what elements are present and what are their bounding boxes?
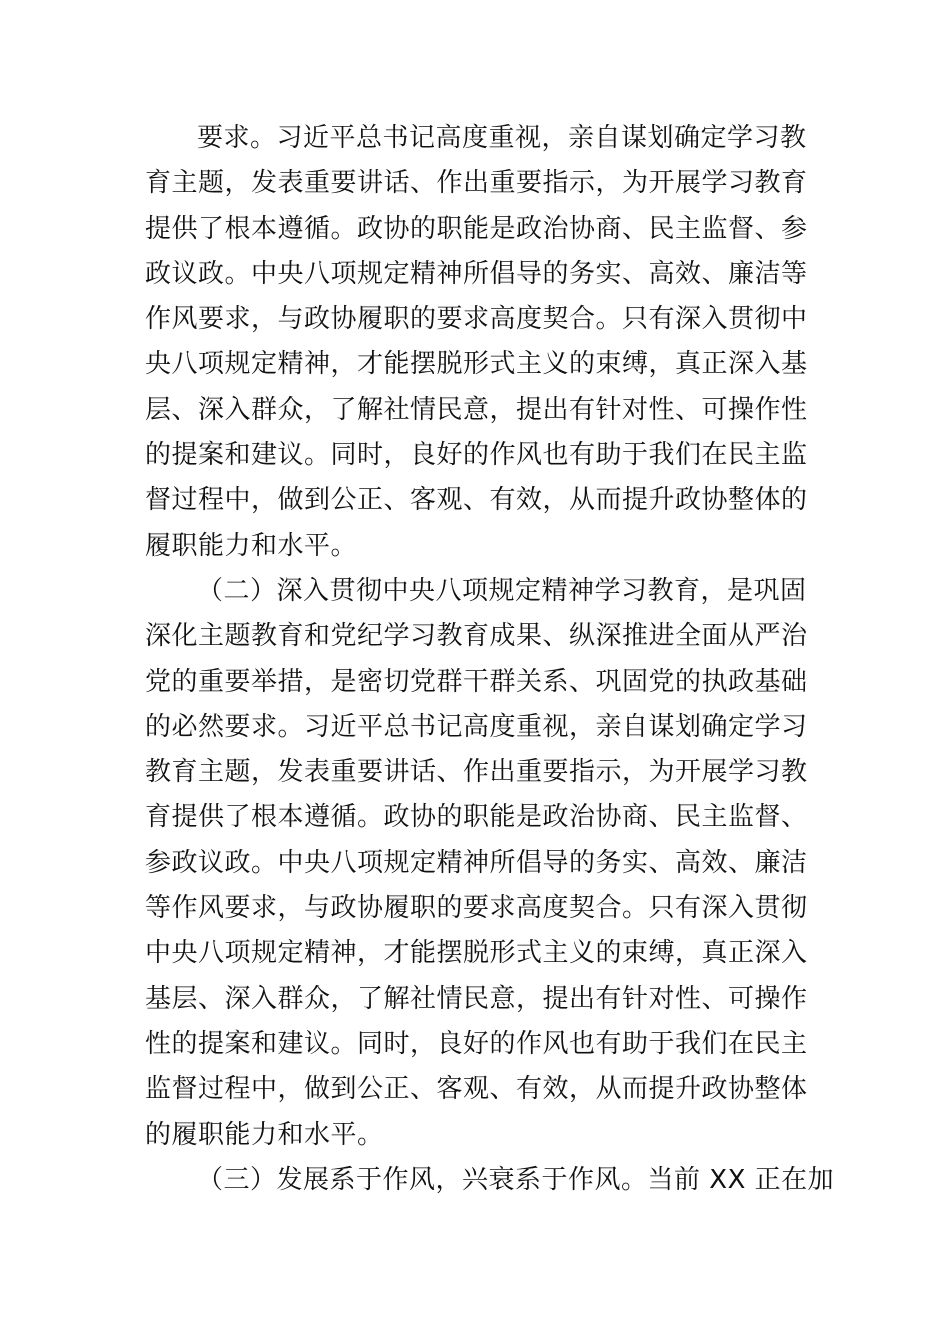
text-line: 的履职能力和水平。: [145, 1119, 384, 1150]
text-line: 要求。习近平总书记高度重视，亲自谋划确定学习教: [197, 123, 807, 153]
text-line: 的必然要求。习近平总书记高度重视，亲自谋划确定学习: [145, 711, 808, 742]
text-line: （二）深入贯彻中央八项规定精神学习教育，是巩固: [197, 575, 807, 606]
text-line: 央八项规定精神，才能摆脱形式主义的束缚，真正深入基: [145, 349, 808, 380]
text-line: （三）发展系于作风，兴衰系于作风。当前 XX 正在加: [197, 1164, 835, 1195]
text-line: 基层、深入群众，了解社情民意，提出有针对性、可操作: [145, 983, 808, 1014]
text-line: 等作风要求，与政协履职的要求高度契合。只有深入贯彻: [145, 893, 808, 924]
document-body: [145, 116, 835, 1203]
text-line: 深化主题教育和党纪学习教育成果、纵深推进全面从严治: [145, 621, 808, 652]
text-line: 育主题，发表重要讲话、作出重要指示，为开展学习教育: [145, 168, 808, 199]
text-line: 层、深入群众，了解社情民意，提出有针对性、可操作性: [145, 394, 808, 425]
text-line: 育提供了根本遵循。政协的职能是政治协商、民主监督、: [145, 802, 808, 833]
text-line: 督过程中，做到公正、客观、有效，从而提升政协整体的: [145, 485, 808, 516]
text-line: 中央八项规定精神，才能摆脱形式主义的束缚，真正深入: [145, 938, 808, 969]
text-line: 作风要求，与政协履职的要求高度契合。只有深入贯彻中: [145, 304, 808, 335]
paragraph-2: [145, 569, 810, 1158]
text-line: 党的重要举措，是密切党群干群关系、巩固党的执政基础: [145, 666, 808, 697]
text-line: 教育主题，发表重要讲话、作出重要指示，为开展学习教: [145, 757, 808, 788]
paragraph-3: [145, 1158, 835, 1203]
text-line: 的提案和建议。同时，良好的作风也有助于我们在民主监: [145, 440, 808, 471]
text-line: 政议政。中央八项规定精神所倡导的务实、高效、廉洁等: [145, 258, 808, 289]
text-line: 参政议政。中央八项规定精神所倡导的务实、高效、廉洁: [145, 847, 808, 878]
text-line: 性的提案和建议。同时，良好的作风也有助于我们在民主: [145, 1028, 808, 1059]
text-line: 提供了根本遵循。政协的职能是政治协商、民主监督、参: [145, 213, 808, 244]
paragraph-1: [145, 116, 810, 569]
text-line: 监督过程中，做到公正、客观、有效，从而提升政协整体: [145, 1074, 808, 1105]
text-line: 履职能力和水平。: [145, 530, 358, 561]
